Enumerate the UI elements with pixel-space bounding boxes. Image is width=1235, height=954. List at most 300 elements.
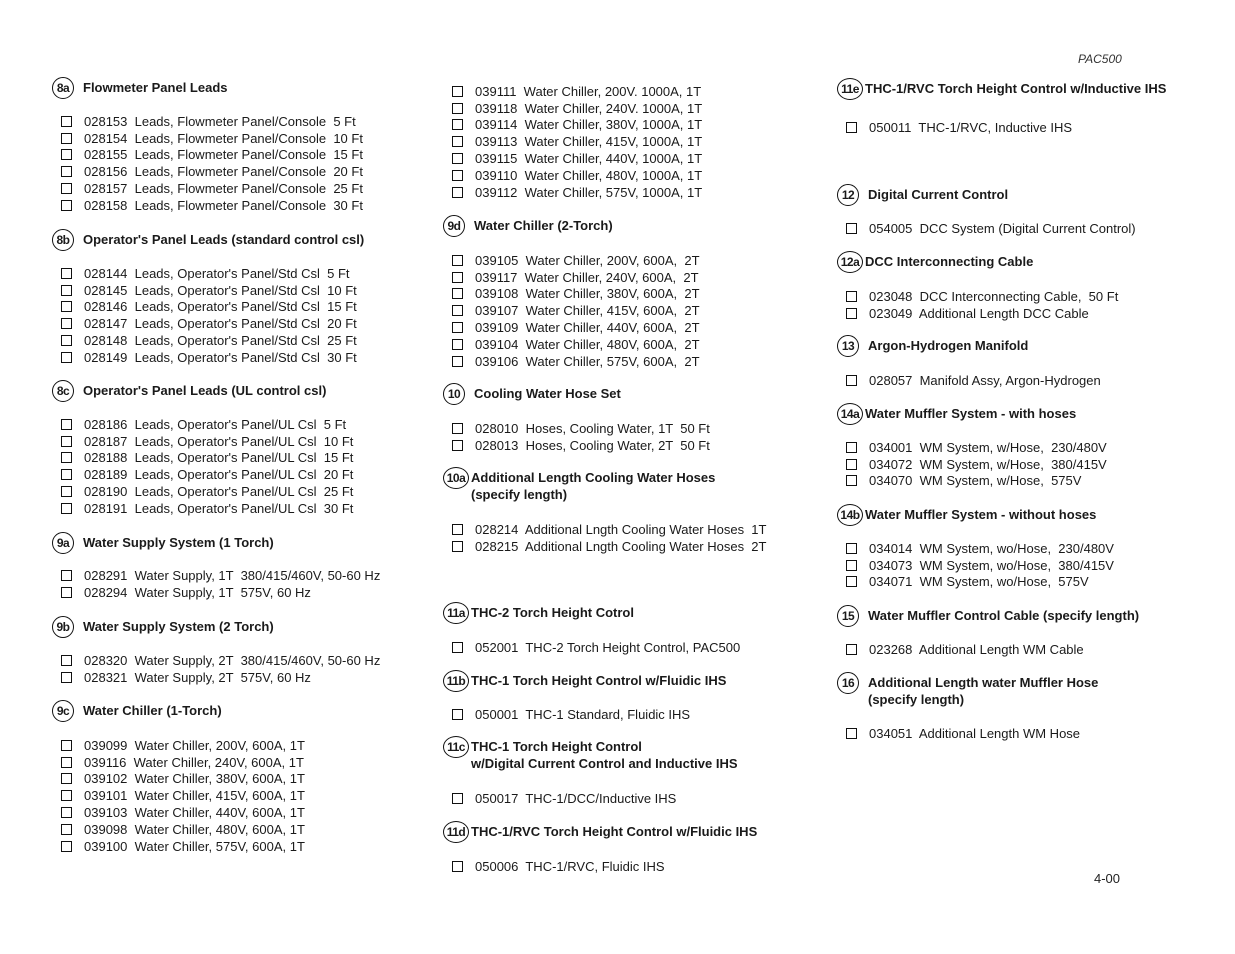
part-item xyxy=(443,252,700,269)
part-item xyxy=(443,286,700,303)
section-8b xyxy=(52,229,432,365)
part-item-label: 028155 Leads, Flowmeter Panel/Console 15 Ft xyxy=(84,147,363,163)
section-title: Water Supply System (1 Torch) xyxy=(83,535,274,550)
part-item xyxy=(837,288,1118,305)
part-list xyxy=(837,540,1114,590)
part-item-label: 039104 Water Chiller, 480V, 600A, 2T xyxy=(475,336,700,352)
part-item xyxy=(52,450,353,467)
part-item xyxy=(443,184,702,201)
part-list xyxy=(52,737,305,855)
section-header xyxy=(837,672,1227,707)
order-checkbox[interactable] xyxy=(452,861,463,872)
part-list xyxy=(52,652,380,686)
section-number-badge: 9b xyxy=(52,616,74,638)
part-item-label: 050001 THC-1 Standard, Fluidic IHS xyxy=(475,706,691,722)
section-title: THC-2 Torch Height Cotrol xyxy=(471,605,634,620)
part-item xyxy=(52,466,353,483)
section-title: Water Muffler System - with hoses xyxy=(865,406,1077,421)
part-item xyxy=(52,669,380,686)
part-item-label: 039110 Water Chiller, 480V, 1000A, 1T xyxy=(475,167,703,183)
part-item-label: 028191 Leads, Operator's Panel/UL Csl 30 Ft xyxy=(84,500,354,516)
section-14b xyxy=(837,504,1227,590)
order-checkbox[interactable] xyxy=(846,291,857,302)
part-list xyxy=(52,265,357,366)
part-item-label: 028146 Leads, Operator's Panel/Std Csl 15 Ft xyxy=(84,299,357,315)
part-item xyxy=(52,821,305,838)
part-item-label: 028157 Leads, Flowmeter Panel/Console 25 Ft xyxy=(84,181,363,197)
part-item-label: 028189 Leads, Operator's Panel/UL Csl 20 Ft xyxy=(84,467,354,483)
section-9b xyxy=(52,616,432,685)
section-8a xyxy=(52,77,432,213)
order-checkbox[interactable] xyxy=(61,436,72,447)
order-checkbox[interactable] xyxy=(452,356,463,367)
section-number-badge: 14a xyxy=(837,403,863,425)
part-item-label: 028145 Leads, Operator's Panel/Std Csl 10 Ft xyxy=(84,282,357,298)
part-item-label: 028010 Hoses, Cooling Water, 1T 50 Ft xyxy=(475,420,710,436)
part-list xyxy=(837,119,1072,136)
part-list xyxy=(443,420,710,454)
order-checkbox[interactable] xyxy=(61,570,72,581)
part-list xyxy=(837,439,1107,489)
part-item xyxy=(443,521,766,538)
section-header xyxy=(837,605,1227,629)
section-header xyxy=(837,184,1227,208)
part-item-label: 052001 THC-2 Torch Height Control, PAC500 xyxy=(475,639,741,655)
part-list xyxy=(443,790,676,807)
part-item-label: 028013 Hoses, Cooling Water, 2T 50 Ft xyxy=(475,437,710,453)
part-item-label: 050011 THC-1/RVC, Inductive IHS xyxy=(869,119,1073,135)
part-item-label: 039098 Water Chiller, 480V, 600A, 1T xyxy=(84,821,305,837)
section-header xyxy=(443,467,823,502)
part-item-label: 039100 Water Chiller, 575V, 600A, 1T xyxy=(84,838,305,854)
order-checkbox[interactable] xyxy=(61,301,72,312)
order-checkbox[interactable] xyxy=(452,170,463,181)
part-item xyxy=(443,150,702,167)
part-item-label: 028215 Additional Lngth Cooling Water Hoses 2T xyxy=(475,538,767,554)
order-checkbox[interactable] xyxy=(61,807,72,818)
order-checkbox[interactable] xyxy=(452,322,463,333)
section-header xyxy=(837,251,1227,275)
part-item xyxy=(52,787,305,804)
part-item-label: 028188 Leads, Operator's Panel/UL Csl 15 Ft xyxy=(84,450,354,466)
section-10 xyxy=(443,383,823,453)
order-checkbox[interactable] xyxy=(61,318,72,329)
order-checkbox[interactable] xyxy=(452,642,463,653)
order-checkbox[interactable] xyxy=(846,459,857,470)
section-header xyxy=(52,616,432,640)
order-checkbox[interactable] xyxy=(61,587,72,598)
part-list xyxy=(837,641,1084,658)
order-checkbox[interactable] xyxy=(61,469,72,480)
part-item xyxy=(52,838,305,855)
part-item xyxy=(443,100,702,117)
part-item-label: 034001 WM System, w/Hose, 230/480V xyxy=(869,439,1107,455)
order-checkbox[interactable] xyxy=(846,728,857,739)
part-item xyxy=(443,420,710,437)
part-list xyxy=(52,113,363,214)
section-16 xyxy=(837,672,1227,741)
section-10a xyxy=(443,467,823,554)
section-header xyxy=(52,532,432,556)
part-item-label: 039114 Water Chiller, 380V, 1000A, 1T xyxy=(475,117,703,133)
part-item xyxy=(52,180,363,197)
section-9c xyxy=(52,700,432,854)
section-11a xyxy=(443,602,823,655)
order-checkbox[interactable] xyxy=(452,305,463,316)
part-item xyxy=(443,133,702,150)
part-list xyxy=(52,567,380,601)
part-item xyxy=(837,641,1084,658)
part-item xyxy=(837,456,1107,473)
order-checkbox[interactable] xyxy=(61,672,72,683)
section-title: THC-1 Torch Height Control w/Digital Current Control and Inductive IHS xyxy=(471,739,738,771)
part-item xyxy=(52,113,363,130)
part-item xyxy=(837,220,1136,237)
part-item-label: 028190 Leads, Operator's Panel/UL Csl 25 Ft xyxy=(84,484,354,500)
part-item xyxy=(52,282,357,299)
part-item-label: 028144 Leads, Operator's Panel/Std Csl 5 Ft xyxy=(84,265,350,281)
section-11c xyxy=(443,736,823,806)
part-item-label: 039102 Water Chiller, 380V, 600A, 1T xyxy=(84,771,305,787)
part-item xyxy=(52,163,363,180)
section-number-badge: 11e xyxy=(837,78,863,100)
section-title: Water Muffler System - without hoses xyxy=(865,507,1097,522)
section-number-badge: 9d xyxy=(443,215,465,237)
section-title: Additional Length water Muffler Hose (specify length) xyxy=(868,675,1099,707)
order-checkbox[interactable] xyxy=(61,183,72,194)
order-checkbox[interactable] xyxy=(61,452,72,463)
part-item xyxy=(837,540,1114,557)
part-item-label: 034014 WM System, wo/Hose, 230/480V xyxy=(869,540,1114,556)
part-item-label: 028156 Leads, Flowmeter Panel/Console 20 Ft xyxy=(84,164,363,180)
section-number-badge: 10a xyxy=(443,467,469,489)
part-list xyxy=(443,858,665,875)
part-item xyxy=(837,119,1072,136)
order-checkbox[interactable] xyxy=(452,288,463,299)
order-checkbox[interactable] xyxy=(846,223,857,234)
section-number-badge: 8b xyxy=(52,229,74,251)
section-number-badge: 10 xyxy=(443,383,465,405)
section-title: Operator's Panel Leads (standard control csl) xyxy=(83,232,365,247)
part-item xyxy=(443,706,690,723)
part-item xyxy=(52,754,305,771)
order-checkbox[interactable] xyxy=(846,560,857,571)
part-item-label: 039106 Water Chiller, 575V, 600A, 2T xyxy=(475,353,700,369)
order-checkbox[interactable] xyxy=(61,824,72,835)
part-item xyxy=(52,584,380,601)
part-item xyxy=(52,265,357,282)
section-number-badge: 9c xyxy=(52,700,74,722)
order-checkbox[interactable] xyxy=(452,103,463,114)
part-item xyxy=(52,804,305,821)
order-checkbox[interactable] xyxy=(846,644,857,655)
order-checkbox[interactable] xyxy=(61,166,72,177)
order-checkbox[interactable] xyxy=(452,86,463,97)
part-item-label: 028149 Leads, Operator's Panel/Std Csl 30 Ft xyxy=(84,349,357,365)
part-list xyxy=(443,706,690,723)
section-header xyxy=(837,335,1227,359)
section-title: DCC Interconnecting Cable xyxy=(865,254,1034,269)
part-item xyxy=(52,130,363,147)
order-checkbox[interactable] xyxy=(452,187,463,198)
part-item-label: 034071 WM System, wo/Hose, 575V xyxy=(869,574,1089,590)
part-item-label: 028154 Leads, Flowmeter Panel/Console 10 Ft xyxy=(84,130,363,146)
part-item-label: 028153 Leads, Flowmeter Panel/Console 5 Ft xyxy=(84,113,356,129)
part-item xyxy=(443,437,710,454)
section-9d xyxy=(443,215,823,369)
section-number-badge: 16 xyxy=(837,672,859,694)
section-9a xyxy=(52,532,432,600)
part-list xyxy=(443,521,766,555)
part-item xyxy=(443,790,676,807)
part-item-label: 028057 Manifold Assy, Argon-Hydrogen xyxy=(869,372,1101,388)
section-number-badge: 12a xyxy=(837,251,863,273)
part-item xyxy=(443,353,700,370)
part-item-label: 023268 Additional Length WM Cable xyxy=(869,641,1084,657)
part-item xyxy=(52,500,353,517)
part-list xyxy=(52,416,353,517)
order-checkbox[interactable] xyxy=(452,339,463,350)
section-header xyxy=(443,670,823,694)
order-checkbox[interactable] xyxy=(452,136,463,147)
part-item xyxy=(52,652,380,669)
order-checkbox[interactable] xyxy=(61,335,72,346)
page-header-model: PAC500 xyxy=(1078,52,1122,66)
part-item xyxy=(443,858,665,875)
part-list xyxy=(443,639,740,656)
order-checkbox[interactable] xyxy=(61,419,72,430)
part-item-label: 039113 Water Chiller, 415V, 1000A, 1T xyxy=(475,134,703,150)
order-checkbox[interactable] xyxy=(452,119,463,130)
order-checkbox[interactable] xyxy=(452,423,463,434)
part-item-label: 039108 Water Chiller, 380V, 600A, 2T xyxy=(475,286,700,302)
part-item-label: 034070 WM System, w/Hose, 575V xyxy=(869,473,1082,489)
section-number-badge: 11c xyxy=(443,736,469,758)
section-title: THC-1/RVC Torch Height Control w/Inductive IHS xyxy=(865,81,1167,96)
part-item-label: 028187 Leads, Operator's Panel/UL Csl 10 Ft xyxy=(84,433,354,449)
section-11d xyxy=(443,821,823,874)
part-item xyxy=(837,372,1101,389)
part-list xyxy=(837,725,1080,742)
section-title: Water Chiller (2-Torch) xyxy=(474,218,613,233)
order-checkbox[interactable] xyxy=(452,272,463,283)
part-item xyxy=(443,83,702,100)
part-item-label: 039103 Water Chiller, 440V, 600A, 1T xyxy=(84,805,305,821)
part-item-label: 023049 Additional Length DCC Cable xyxy=(869,305,1089,321)
order-checkbox[interactable] xyxy=(452,153,463,164)
part-item xyxy=(52,567,380,584)
section-number-badge: 14b xyxy=(837,504,863,526)
part-item-label: 034072 WM System, w/Hose, 380/415V xyxy=(869,456,1107,472)
section-header xyxy=(443,736,823,771)
order-checkbox[interactable] xyxy=(452,709,463,720)
part-item xyxy=(443,319,700,336)
section-12a xyxy=(837,251,1227,321)
part-item xyxy=(52,483,353,500)
order-checkbox[interactable] xyxy=(61,268,72,279)
order-checkbox[interactable] xyxy=(61,841,72,852)
part-item xyxy=(52,433,353,450)
section-header xyxy=(52,77,432,101)
section-15 xyxy=(837,605,1227,657)
order-checkbox[interactable] xyxy=(61,352,72,363)
section-12 xyxy=(837,184,1227,236)
section-number-badge: 11d xyxy=(443,821,469,843)
section-11b xyxy=(443,670,823,722)
section-title: Flowmeter Panel Leads xyxy=(83,80,228,95)
part-item xyxy=(443,269,700,286)
section-title: Water Muffler Control Cable (specify length) xyxy=(868,608,1140,623)
order-checkbox[interactable] xyxy=(846,442,857,453)
part-item-label: 034073 WM System, wo/Hose, 380/415V xyxy=(869,557,1114,573)
section-title: THC-1/RVC Torch Height Control w/Fluidic IHS xyxy=(471,824,758,839)
part-item xyxy=(443,639,740,656)
part-list xyxy=(837,220,1136,237)
section-header xyxy=(52,380,432,404)
part-item xyxy=(52,737,305,754)
order-checkbox[interactable] xyxy=(846,543,857,554)
part-list xyxy=(837,372,1101,389)
order-checkbox[interactable] xyxy=(846,576,857,587)
order-checkbox[interactable] xyxy=(61,116,72,127)
section-title: Digital Current Control xyxy=(868,187,1009,202)
section-header xyxy=(837,403,1227,427)
section-title: Water Supply System (2 Torch) xyxy=(83,619,274,634)
section-number-badge: 12 xyxy=(837,184,859,206)
part-item-label: 050006 THC-1/RVC, Fluidic IHS xyxy=(475,858,665,874)
part-item-label: 028294 Water Supply, 1T 575V, 60 Hz xyxy=(84,584,311,600)
part-item-label: 028214 Additional Lngth Cooling Water Hoses 1T xyxy=(475,521,767,537)
part-item-label: 039116 Water Chiller, 240V, 600A, 1T xyxy=(84,754,304,770)
section-header xyxy=(443,821,823,845)
section-title: Water Chiller (1-Torch) xyxy=(83,703,222,718)
section-header xyxy=(837,78,1227,102)
section-number-badge: 11a xyxy=(443,602,469,624)
section-8c xyxy=(52,380,432,516)
part-item-label: 054005 DCC System (Digital Current Control) xyxy=(869,220,1136,236)
part-item xyxy=(837,557,1114,574)
order-checkbox[interactable] xyxy=(61,133,72,144)
part-item xyxy=(837,725,1080,742)
part-list xyxy=(443,83,702,201)
part-item-label: 028321 Water Supply, 2T 575V, 60 Hz xyxy=(84,669,311,685)
part-item-label: 039118 Water Chiller, 240V. 1000A, 1T xyxy=(475,100,703,116)
part-item-label: 028186 Leads, Operator's Panel/UL Csl 5 Ft xyxy=(84,416,347,432)
order-checkbox[interactable] xyxy=(61,285,72,296)
part-item xyxy=(52,147,363,164)
order-checkbox[interactable] xyxy=(61,200,72,211)
part-item-label: 028147 Leads, Operator's Panel/Std Csl 20 Ft xyxy=(84,316,357,332)
part-item-label: 039099 Water Chiller, 200V, 600A, 1T xyxy=(84,737,305,753)
section-11e xyxy=(837,78,1227,135)
order-checkbox[interactable] xyxy=(452,541,463,552)
part-item-label: 050017 THC-1/DCC/Inductive IHS xyxy=(475,790,677,806)
section-number-badge: 8c xyxy=(52,380,74,402)
section-header xyxy=(52,700,432,724)
part-item xyxy=(443,302,700,319)
part-item-label: 028158 Leads, Flowmeter Panel/Console 30 Ft xyxy=(84,197,363,213)
order-checkbox[interactable] xyxy=(61,740,72,751)
part-item xyxy=(837,473,1107,490)
section-title: Argon-Hydrogen Manifold xyxy=(868,338,1029,353)
part-item-label: 028291 Water Supply, 1T 380/415/460V, 50-60 Hz xyxy=(84,567,381,583)
part-item xyxy=(443,336,700,353)
part-item xyxy=(443,117,702,134)
section-title: Operator's Panel Leads (UL control csl) xyxy=(83,383,327,398)
part-item xyxy=(52,315,357,332)
section-number-badge: 8a xyxy=(52,77,74,99)
part-item-label: 039105 Water Chiller, 200V, 600A, 2T xyxy=(475,252,700,268)
order-checkbox[interactable] xyxy=(846,122,857,133)
order-checkbox[interactable] xyxy=(61,790,72,801)
order-checkbox[interactable] xyxy=(846,308,857,319)
part-item xyxy=(52,197,363,214)
section-header xyxy=(443,602,823,626)
section-13 xyxy=(837,335,1227,388)
part-item-label: 039112 Water Chiller, 575V, 1000A, 1T xyxy=(475,184,703,200)
order-checkbox[interactable] xyxy=(452,524,463,535)
part-item-label: 039109 Water Chiller, 440V, 600A, 2T xyxy=(475,320,700,336)
part-item-label: 034051 Additional Length WM Hose xyxy=(869,725,1081,741)
page-number: 4-00 xyxy=(1094,871,1121,886)
part-item-label: 023048 DCC Interconnecting Cable, 50 Ft xyxy=(869,288,1119,304)
part-list xyxy=(443,252,700,370)
order-checkbox[interactable] xyxy=(846,375,857,386)
part-item-label: 028320 Water Supply, 2T 380/415/460V, 50-60 Hz xyxy=(84,652,381,668)
part-item-label: 039115 Water Chiller, 440V, 1000A, 1T xyxy=(475,151,703,167)
order-checkbox[interactable] xyxy=(61,149,72,160)
part-item-label: 039117 Water Chiller, 240V, 600A, 2T xyxy=(475,269,699,285)
section-header xyxy=(443,215,823,239)
order-checkbox[interactable] xyxy=(61,655,72,666)
part-item xyxy=(52,349,357,366)
part-item xyxy=(837,574,1114,591)
part-item-label: 039101 Water Chiller, 415V, 600A, 1T xyxy=(84,788,305,804)
section-number-badge: 9a xyxy=(52,532,74,554)
order-checkbox[interactable] xyxy=(846,475,857,486)
section-title: THC-1 Torch Height Control w/Fluidic IHS xyxy=(471,673,727,688)
section-header xyxy=(52,229,432,253)
part-list xyxy=(837,288,1118,322)
order-checkbox[interactable] xyxy=(452,255,463,266)
part-item xyxy=(837,439,1107,456)
section-number-badge: 13 xyxy=(837,335,859,357)
part-item-label: 039107 Water Chiller, 415V, 600A, 2T xyxy=(475,303,700,319)
order-checkbox[interactable] xyxy=(61,757,72,768)
order-checkbox[interactable] xyxy=(452,793,463,804)
part-item xyxy=(52,771,305,788)
section-header xyxy=(837,504,1227,528)
section-title: Cooling Water Hose Set xyxy=(474,386,621,401)
section-header xyxy=(443,383,823,407)
section-14a xyxy=(837,403,1227,489)
part-item xyxy=(52,299,357,316)
order-checkbox[interactable] xyxy=(61,486,72,497)
part-item-label: 039111 Water Chiller, 200V. 1000A, 1T xyxy=(475,83,702,99)
section-title: Additional Length Cooling Water Hoses (specify length) xyxy=(471,470,716,502)
section-number-badge: 15 xyxy=(837,605,859,627)
order-checkbox[interactable] xyxy=(61,503,72,514)
section-number-badge: 11b xyxy=(443,670,469,692)
part-item xyxy=(837,305,1118,322)
part-item-label: 028148 Leads, Operator's Panel/Std Csl 25 Ft xyxy=(84,333,357,349)
order-checkbox[interactable] xyxy=(61,773,72,784)
part-item xyxy=(52,332,357,349)
part-item xyxy=(443,538,766,555)
part-item xyxy=(443,167,702,184)
order-checkbox[interactable] xyxy=(452,440,463,451)
part-item xyxy=(52,416,353,433)
